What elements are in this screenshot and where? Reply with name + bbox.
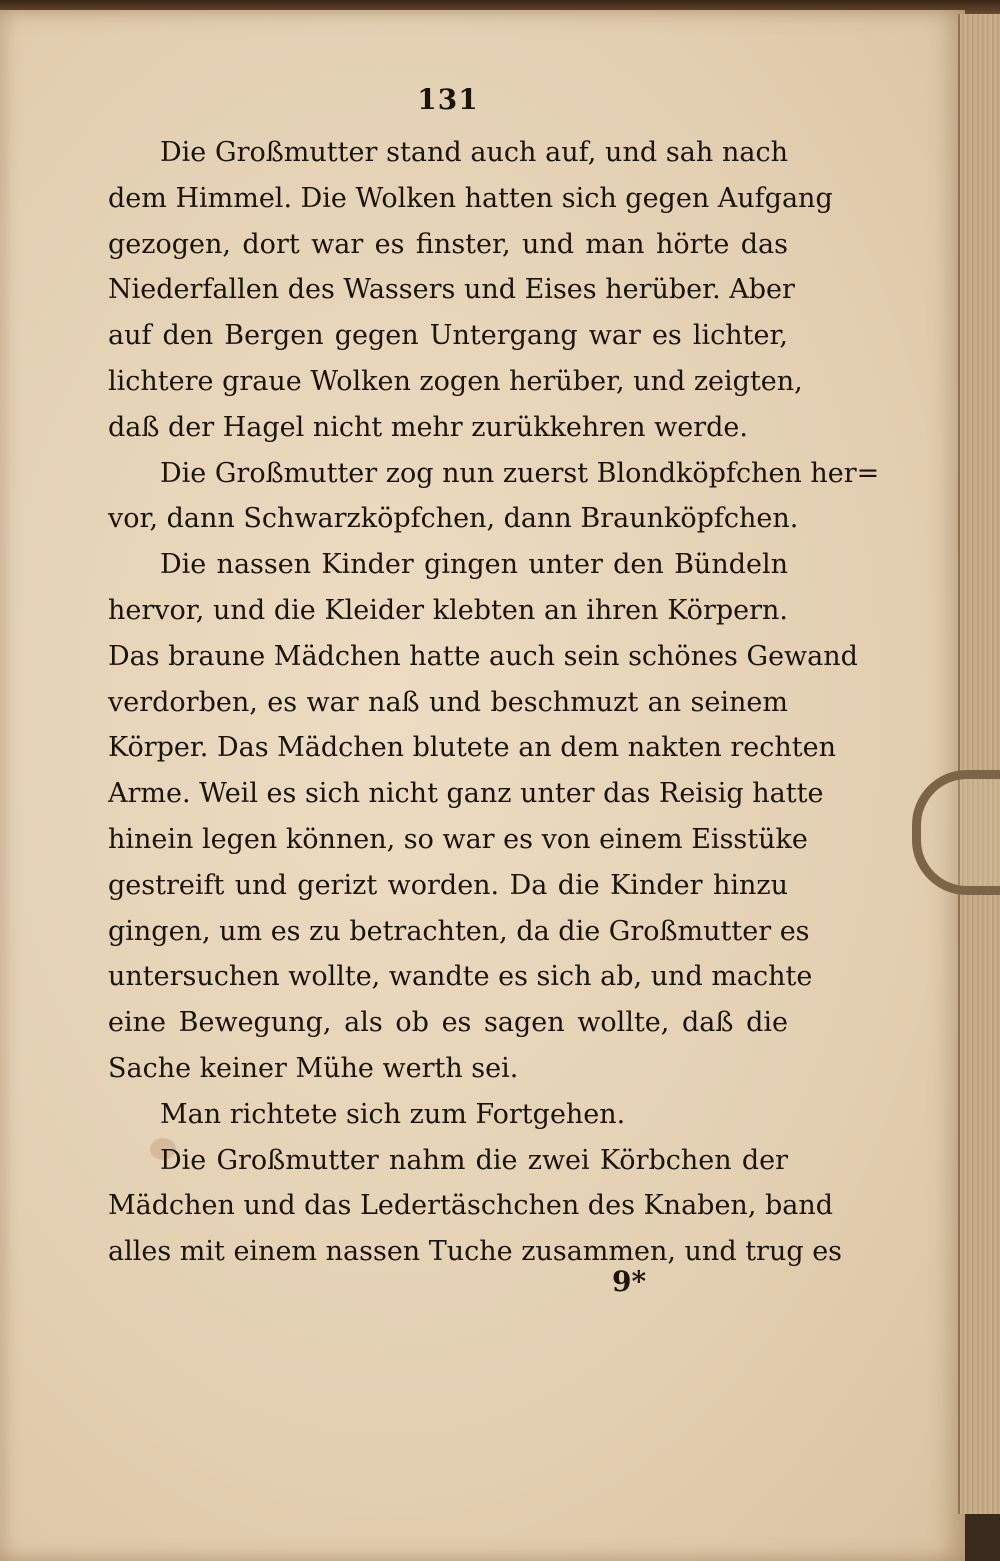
text-line: Mädchen und das Ledertäschchen des Knaben, band xyxy=(108,1190,834,1222)
text-line: Die Großmutter nahm die zwei Körbchen der xyxy=(160,1144,788,1176)
text-line: Man richtete sich zum Fortgehen. xyxy=(160,1098,626,1130)
text-line: Die Großmutter stand auch auf, und sah nach xyxy=(160,137,788,168)
text-line: Arme. Weil es sich nicht ganz unter das Reisig hatte xyxy=(108,778,824,810)
signature-mark: 9* xyxy=(612,1265,647,1298)
text-line: verdorben, es war naß und beschmuzt an seinem xyxy=(108,686,788,718)
text-line: Die nassen Kinder gingen unter den Bündeln xyxy=(160,549,788,581)
text-line: Die Großmutter zog nun zuerst Blondköpfchen her= xyxy=(160,457,880,489)
text-line: Körper. Das Mädchen blutete an dem nakten rechten xyxy=(108,732,836,764)
text-line: untersuchen wollte, wandte es sich ab, und machte xyxy=(108,961,813,993)
text-line: Niederfallen des Wassers und Eises herüber. Aber xyxy=(108,274,795,306)
text-line: hinein legen können, so war es von einem Eisstüke xyxy=(108,823,808,855)
text-line: hervor, und die Kleider klebten an ihren Körpern. xyxy=(108,594,788,626)
page-number: 131 xyxy=(417,83,479,116)
page-fore-edge xyxy=(958,14,1000,1514)
text-line: vor, dann Schwarzköpfchen, dann Braunköpfchen. xyxy=(108,503,799,535)
text-line: alles mit einem nassen Tuche zusammen, und trug es xyxy=(108,1236,843,1268)
text-line: gezogen, dort war es finster, und man hörte das xyxy=(108,228,788,260)
text-block xyxy=(108,70,880,1275)
text-line: gestreift und gerizt worden. Da die Kinder hinzu xyxy=(108,869,788,901)
text-line: Sache keiner Mühe werth sei. xyxy=(108,1052,519,1084)
text-line: eine Bewegung, als ob es sagen wollte, daß die xyxy=(108,1007,788,1039)
text-line: daß der Hagel nicht mehr zurükkehren werde. xyxy=(108,411,748,443)
bookmark-tab xyxy=(912,770,1000,895)
text-line: lichtere graue Wolken zogen herüber, und zeigten, xyxy=(108,365,803,397)
text-line: dem Himmel. Die Wolken hatten sich gegen Aufgang xyxy=(108,182,833,214)
text-line: Das braune Mädchen hatte auch sein schönes Gewand xyxy=(108,640,858,672)
text-line: auf den Bergen gegen Untergang war es lichter, xyxy=(108,320,788,352)
text-line: gingen, um es zu betrachten, da die Großmutter es xyxy=(108,915,810,947)
